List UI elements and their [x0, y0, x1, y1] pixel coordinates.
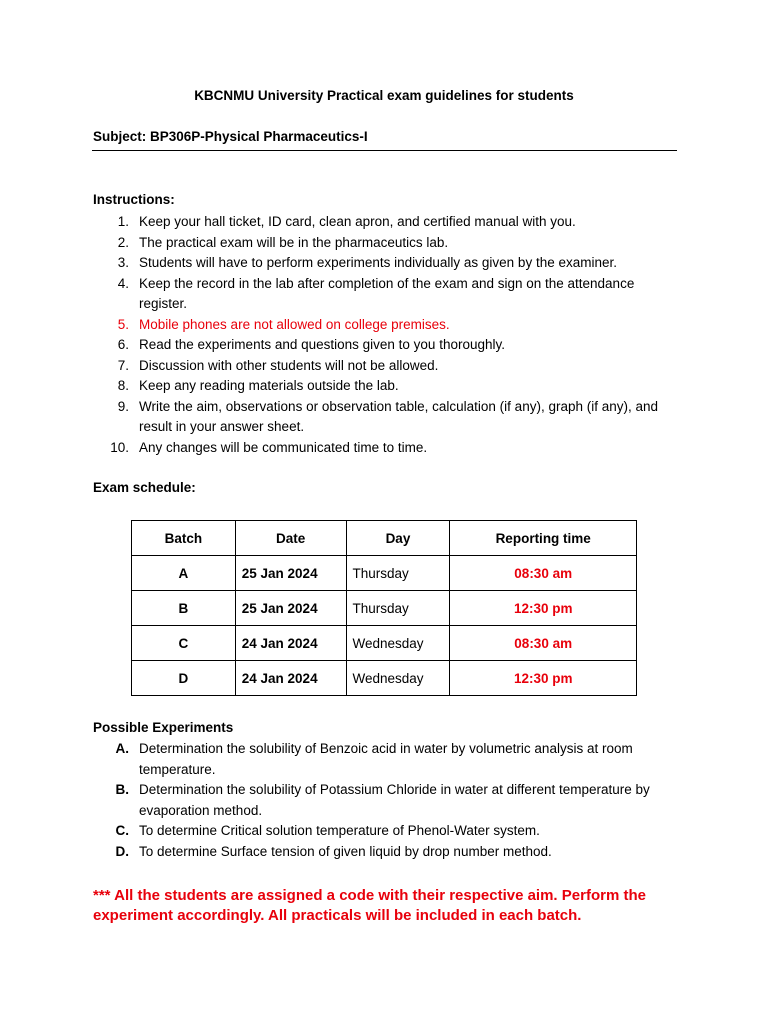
- experiments-list: [93, 739, 683, 862]
- date-cell: 24 Jan 2024: [235, 661, 346, 696]
- page-title: KBCNMU University Practical exam guidelines for students: [194, 88, 574, 103]
- table-row: [132, 556, 637, 591]
- date-cell: 25 Jan 2024: [235, 556, 346, 591]
- instructions-list: [93, 212, 683, 458]
- schedule-heading: Exam schedule:: [93, 480, 196, 495]
- day-cell: Wednesday: [346, 661, 450, 696]
- experiment-item: B. Determination the solubility of Potassium Chloride in water at different temperature by evaporation method.: [115, 782, 650, 818]
- instruction-item: 4. Keep the record in the lab after completion of the exam and sign on the attendance register.: [117, 275, 635, 311]
- table-row: [132, 626, 637, 661]
- instruction-item: 1. Keep your hall ticket, ID card, clean apron, and certified manual with you.: [117, 214, 576, 229]
- column-header-reporting-time: Reporting time: [450, 521, 637, 556]
- experiment-item: D. To determine Surface tension of given liquid by drop number method.: [115, 843, 552, 859]
- schedule-table: [131, 520, 637, 696]
- day-cell: Wednesday: [346, 626, 450, 661]
- instruction-item: 9. Write the aim, observations or observation table, calculation (if any), graph (if any), and result in your answer sheet.: [117, 398, 659, 434]
- batch-cell: B: [132, 591, 236, 626]
- column-header-day: Day: [346, 521, 450, 556]
- subject-divider: [92, 150, 677, 151]
- date-cell: 25 Jan 2024: [235, 591, 346, 626]
- batch-cell: C: [132, 626, 236, 661]
- experiment-item: C. To determine Critical solution temperature of Phenol-Water system.: [115, 823, 540, 838]
- day-cell: Thursday: [346, 556, 450, 591]
- instruction-item: 2. The practical exam will be in the pharmaceutics lab.: [117, 234, 449, 250]
- assignment-note: *** All the students are assigned a code with their respective aim. Perform the experiment accordingly. All practicals will be included in each batch.: [93, 887, 646, 924]
- column-header-batch: Batch: [132, 521, 236, 556]
- day-cell: Thursday: [346, 591, 450, 626]
- table-header-row: [132, 521, 637, 556]
- table-row: [132, 661, 637, 696]
- experiment-item: A. Determination the solubility of Benzoic acid in water by volumetric analysis at room temperature.: [115, 741, 633, 777]
- instruction-item: 3. Students will have to perform experiments individually as given by the examiner.: [117, 255, 617, 270]
- subject-line: Subject: BP306P-Physical Pharmaceutics-I: [93, 129, 368, 144]
- batch-cell: D: [132, 661, 236, 696]
- instruction-item: 6. Read the experiments and questions given to you thoroughly.: [117, 337, 505, 352]
- reporting-time-cell: 12:30 pm: [450, 591, 637, 626]
- column-header-date: Date: [235, 521, 346, 556]
- instruction-item: 10. Any changes will be communicated time to time.: [110, 439, 428, 455]
- batch-cell: A: [132, 556, 236, 591]
- instruction-item-alert: 5. Mobile phones are not allowed on college premises.: [117, 316, 450, 332]
- reporting-time-cell: 12:30 pm: [450, 661, 637, 696]
- instruction-item: 7. Discussion with other students will not be allowed.: [117, 357, 439, 373]
- instruction-item: 8. Keep any reading materials outside the lab.: [117, 378, 399, 393]
- instructions-heading: Instructions:: [93, 192, 175, 207]
- table-row: [132, 591, 637, 626]
- date-cell: 24 Jan 2024: [235, 626, 346, 661]
- experiments-heading: Possible Experiments: [93, 720, 234, 735]
- reporting-time-cell: 08:30 am: [450, 556, 637, 591]
- reporting-time-cell: 08:30 am: [450, 626, 637, 661]
